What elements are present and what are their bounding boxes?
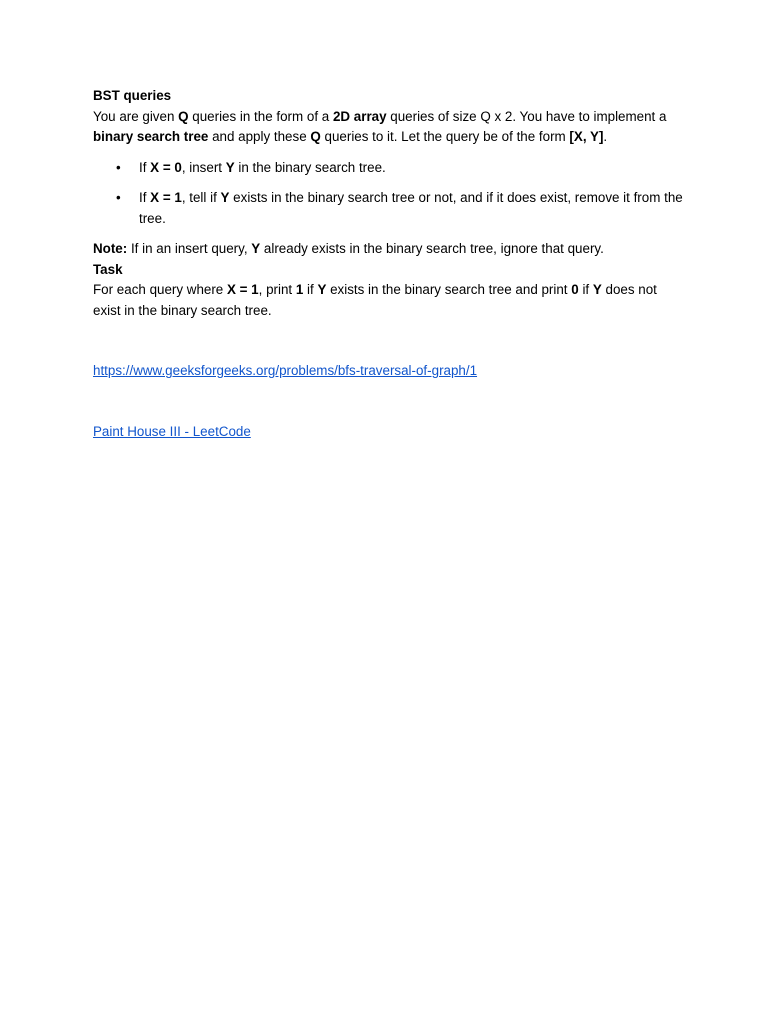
intro-bold: Q (178, 108, 189, 124)
task-text: exists in the binary search tree and print (326, 282, 572, 297)
list-text: exists in the binary search tree or not, and if it does exist, remove it from the tree. (139, 190, 683, 226)
intro-bold: Q (310, 129, 321, 144)
note-text: If in an insert query, (127, 241, 252, 256)
intro-bold: [X, Y] (569, 129, 604, 144)
intro-text: . (603, 129, 608, 144)
note-text: already exists in the binary search tree, ignore that query. (260, 241, 604, 256)
task-text: , print (258, 282, 296, 297)
list-bold: X = 1 (150, 190, 182, 205)
query-rules-list (93, 158, 683, 230)
list-item (93, 188, 683, 229)
task-text: For each query where (93, 282, 227, 297)
task-bold: 1 (295, 282, 304, 297)
list-bold: Y (225, 159, 235, 175)
bullet-icon: • (116, 190, 121, 205)
task-text: does not exist in the binary search tree. (93, 282, 657, 318)
task-bold: Y (317, 282, 327, 297)
document-title: BST queries (93, 88, 172, 103)
task-bold: X = 1 (226, 282, 259, 297)
list-item (93, 158, 683, 179)
intro-text: and apply these (208, 129, 311, 144)
list-text: , tell if (181, 190, 221, 205)
intro-bold: binary search tree (93, 129, 209, 144)
note-bold: Y (251, 241, 261, 256)
list-text: , insert (181, 159, 226, 175)
task-bold: Y (592, 282, 602, 297)
intro-text: queries to it. Let the query be of the form (320, 129, 570, 144)
task-text: if (578, 282, 593, 297)
document-body (93, 86, 683, 442)
link-row (93, 361, 683, 382)
task-text: if (303, 282, 318, 297)
list-bold: Y (220, 190, 230, 205)
list-text: in the binary search tree. (234, 159, 386, 175)
note-label: Note: (93, 241, 128, 256)
task-paragraph (93, 280, 683, 321)
gfg-bfs-link[interactable]: https://www.geeksforgeeks.org/problems/bfs-traversal-of-graph/1 (93, 363, 478, 378)
intro-paragraph (93, 107, 683, 148)
link-row (93, 422, 683, 443)
intro-text: You are given (93, 108, 179, 124)
leetcode-paint-house-link[interactable]: Paint House III - LeetCode (93, 423, 251, 439)
intro-bold: 2D array (332, 108, 387, 124)
intro-text: queries in the form of a (188, 108, 333, 124)
task-heading: Task (93, 261, 123, 277)
note-paragraph (93, 239, 683, 260)
intro-text: queries of size Q x 2. You have to implement a (386, 108, 667, 124)
list-text: If (139, 190, 151, 205)
bullet-icon: • (116, 159, 121, 175)
list-bold: X = 0 (150, 159, 182, 175)
list-text: If (139, 159, 151, 175)
task-bold: 0 (571, 282, 579, 297)
